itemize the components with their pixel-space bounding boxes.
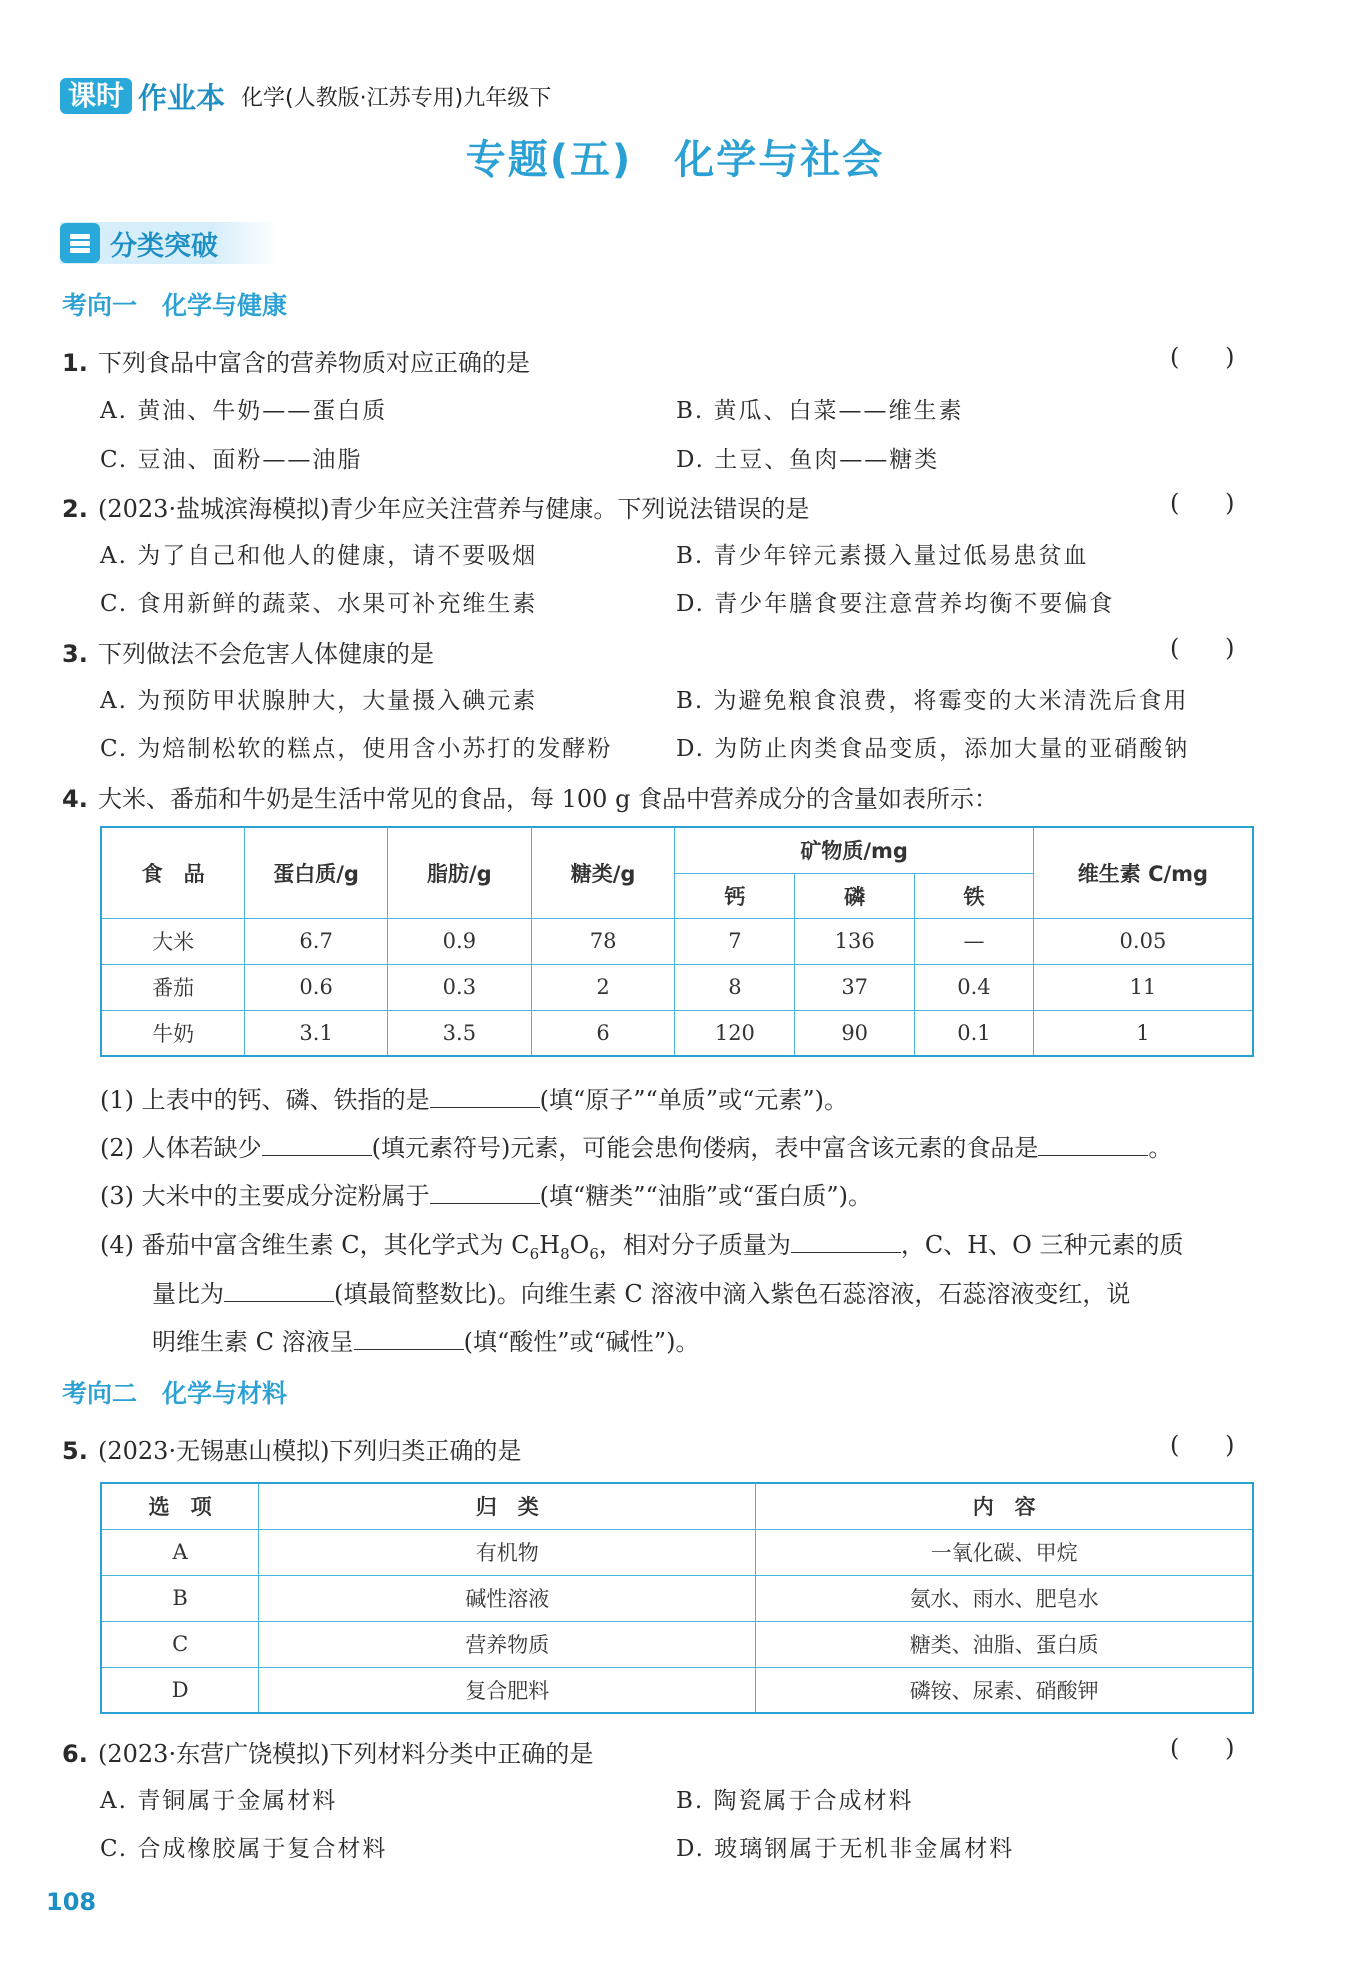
header-iron: 铁 xyxy=(915,873,1034,918)
table-cell: 3.1 xyxy=(245,1010,388,1056)
option-c: C. 合成橡胶属于复合材料 xyxy=(100,1836,388,1862)
question-6 xyxy=(62,1734,593,1769)
table-cell: 0.9 xyxy=(387,918,531,964)
option-b: B. 黄瓜、白菜——维生素 xyxy=(676,398,964,424)
table-row xyxy=(101,918,1253,964)
subquestion-2: (2) 人体若缺少 (填元素符号)元素，可能会患佝偻病，表中富含该元素的食品是 。 xyxy=(100,1134,1173,1162)
question-2 xyxy=(62,489,809,524)
header-food: 食 品 xyxy=(101,827,245,918)
header-fat: 脂肪/g xyxy=(387,827,531,918)
question-stem: (2023·无锡惠山模拟)下列归类正确的是 xyxy=(98,1437,522,1465)
header-category: 归 类 xyxy=(259,1483,756,1529)
answer-blank[interactable] xyxy=(430,1183,540,1204)
option-a: A. 青铜属于金属材料 xyxy=(100,1788,338,1814)
option-a: A. 为了自己和他人的健康，请不要吸烟 xyxy=(100,543,538,569)
table-cell: C xyxy=(101,1621,259,1667)
table-cell: A xyxy=(101,1529,259,1575)
header-protein: 蛋白质/g xyxy=(245,827,388,918)
table-cell: 0.4 xyxy=(915,964,1034,1010)
table-cell: 90 xyxy=(795,1010,915,1056)
brand-logo: 课时 xyxy=(60,78,132,114)
header-calcium: 钙 xyxy=(675,873,795,918)
answer-paren: ( ) xyxy=(1170,489,1235,517)
subquestion-4: (4) 番茄中富含维生素 C，其化学式为 $C_6H_8O_6$，相对分子质量为 ，C、H、O 三种元素的质 xyxy=(100,1231,1184,1263)
table-cell: 牛奶 xyxy=(101,1010,245,1056)
classification-table-body xyxy=(101,1529,1253,1713)
subquestion-4-line-2: 量比为 (填最简整数比)。向维生素 C 溶液中滴入紫色石蕊溶液，石蕊溶液变红，说 xyxy=(152,1280,1131,1308)
answer-blank[interactable] xyxy=(354,1329,464,1350)
option-d: D. 青少年膳食要注意营养均衡不要偏食 xyxy=(676,591,1115,617)
table-cell: B xyxy=(101,1575,259,1621)
answer-paren: ( ) xyxy=(1170,343,1235,371)
question-number: 6. xyxy=(62,1740,88,1768)
header-vitamin-c: 维生素 C/mg xyxy=(1033,827,1253,918)
brand-name: 作业本 xyxy=(138,80,226,115)
table-cell: 0.3 xyxy=(387,964,531,1010)
section-label: 分类突破 xyxy=(110,230,218,262)
answer-paren: ( ) xyxy=(1170,1431,1235,1459)
header-option: 选 项 xyxy=(101,1483,259,1529)
table-cell: 营养物质 xyxy=(259,1621,756,1667)
option-c: C. 豆油、面粉——油脂 xyxy=(100,447,363,473)
option-b: B. 陶瓷属于合成材料 xyxy=(676,1788,914,1814)
table-row xyxy=(101,1010,1253,1056)
question-5 xyxy=(62,1431,521,1466)
option-c: C. 食用新鲜的蔬菜、水果可补充维生素 xyxy=(100,591,538,617)
book-header xyxy=(60,78,551,114)
table-cell: 3.5 xyxy=(387,1010,531,1056)
nutrition-table xyxy=(100,826,1254,1057)
header-phosphorus: 磷 xyxy=(795,873,915,918)
table-cell: 有机物 xyxy=(259,1529,756,1575)
table-row xyxy=(101,1529,1253,1575)
question-stem: 大米、番茄和牛奶是生活中常见的食品，每 100 g 食品中营养成分的含量如表所示： xyxy=(98,785,999,813)
option-c: C. 为焙制松软的糕点，使用含小苏打的发酵粉 xyxy=(100,736,613,762)
table-cell: 磷铵、尿素、硝酸钾 xyxy=(756,1667,1253,1713)
subquestion-1: (1) 上表中的钙、磷、铁指的是 (填“原子”“单质”或“元素”)。 xyxy=(100,1086,848,1114)
table-cell: 大米 xyxy=(101,918,245,964)
option-d: D. 玻璃钢属于无机非金属材料 xyxy=(676,1836,1015,1862)
option-a: A. 黄油、牛奶——蛋白质 xyxy=(100,398,388,424)
table-cell: 37 xyxy=(795,964,915,1010)
question-stem: 下列食品中富含的营养物质对应正确的是 xyxy=(98,349,530,377)
book-subtitle: 化学(人教版·江苏专用)九年级下 xyxy=(241,85,552,111)
table-cell: 2 xyxy=(531,964,675,1010)
table-cell: 一氧化碳、甲烷 xyxy=(756,1529,1253,1575)
table-cell: 复合肥料 xyxy=(259,1667,756,1713)
topic-title: 专题(五) 化学与社会 xyxy=(465,137,885,183)
table-cell: 0.05 xyxy=(1033,918,1253,964)
table-cell: 碱性溶液 xyxy=(259,1575,756,1621)
question-4 xyxy=(62,779,998,814)
table-cell: 氨水、雨水、肥皂水 xyxy=(756,1575,1253,1621)
answer-blank[interactable] xyxy=(224,1281,334,1302)
subquestion-4-line-3: 明维生素 C 溶液呈 (填“酸性”或“碱性”)。 xyxy=(152,1328,700,1356)
section-header xyxy=(60,222,278,264)
answer-blank[interactable] xyxy=(1038,1135,1148,1156)
header-content: 内 容 xyxy=(756,1483,1253,1529)
table-cell: 78 xyxy=(531,918,675,964)
answer-blank[interactable] xyxy=(262,1135,372,1156)
stack-icon xyxy=(60,223,100,263)
table-cell: 6 xyxy=(531,1010,675,1056)
table-cell: 120 xyxy=(675,1010,795,1056)
table-cell: 6.7 xyxy=(245,918,388,964)
table-cell: 0.6 xyxy=(245,964,388,1010)
table-cell: — xyxy=(915,918,1034,964)
question-3 xyxy=(62,634,434,669)
header-sugar: 糖类/g xyxy=(531,827,675,918)
table-cell: 糖类、油脂、蛋白质 xyxy=(756,1621,1253,1667)
table-row xyxy=(101,964,1253,1010)
table-cell: 136 xyxy=(795,918,915,964)
question-number: 3. xyxy=(62,640,88,668)
kaoxiang-2-heading: 考向二 化学与材料 xyxy=(62,1379,288,1408)
page-number: 108 xyxy=(46,1888,97,1916)
subquestion-3: (3) 大米中的主要成分淀粉属于 (填“糖类”“油脂”或“蛋白质”)。 xyxy=(100,1182,872,1210)
table-cell: 1 xyxy=(1033,1010,1253,1056)
question-number: 5. xyxy=(62,1437,88,1465)
table-row xyxy=(101,1575,1253,1621)
answer-blank[interactable] xyxy=(791,1232,901,1253)
table-cell: D xyxy=(101,1667,259,1713)
table-cell: 0.1 xyxy=(915,1010,1034,1056)
table-cell: 番茄 xyxy=(101,964,245,1010)
classification-table xyxy=(100,1482,1254,1714)
table-row xyxy=(101,1621,1253,1667)
option-d: D. 土豆、鱼肉——糖类 xyxy=(676,447,940,473)
option-a: A. 为预防甲状腺肿大，大量摄入碘元素 xyxy=(100,688,538,714)
question-number: 2. xyxy=(62,495,88,523)
question-stem: (2023·东营广饶模拟)下列材料分类中正确的是 xyxy=(98,1740,594,1768)
option-b: B. 为避免粮食浪费，将霉变的大米清洗后食用 xyxy=(676,688,1189,714)
option-b: B. 青少年锌元素摄入量过低易患贫血 xyxy=(676,543,1089,569)
question-1 xyxy=(62,343,530,378)
answer-paren: ( ) xyxy=(1170,1734,1235,1762)
table-cell: 8 xyxy=(675,964,795,1010)
question-stem: 下列做法不会危害人体健康的是 xyxy=(98,640,434,668)
nutrition-table-body xyxy=(101,918,1253,1056)
table-cell: 7 xyxy=(675,918,795,964)
question-stem: (2023·盐城滨海模拟)青少年应关注营养与健康。下列说法错误的是 xyxy=(98,495,810,523)
question-number: 4. xyxy=(62,785,88,813)
kaoxiang-1-heading: 考向一 化学与健康 xyxy=(62,291,288,320)
option-d: D. 为防止肉类食品变质，添加大量的亚硝酸钠 xyxy=(676,736,1190,762)
header-mineral: 矿物质/mg xyxy=(675,827,1033,873)
table-row xyxy=(101,1667,1253,1713)
answer-paren: ( ) xyxy=(1170,634,1235,662)
question-number: 1. xyxy=(62,349,88,377)
table-cell: 11 xyxy=(1033,964,1253,1010)
answer-blank[interactable] xyxy=(430,1087,540,1108)
